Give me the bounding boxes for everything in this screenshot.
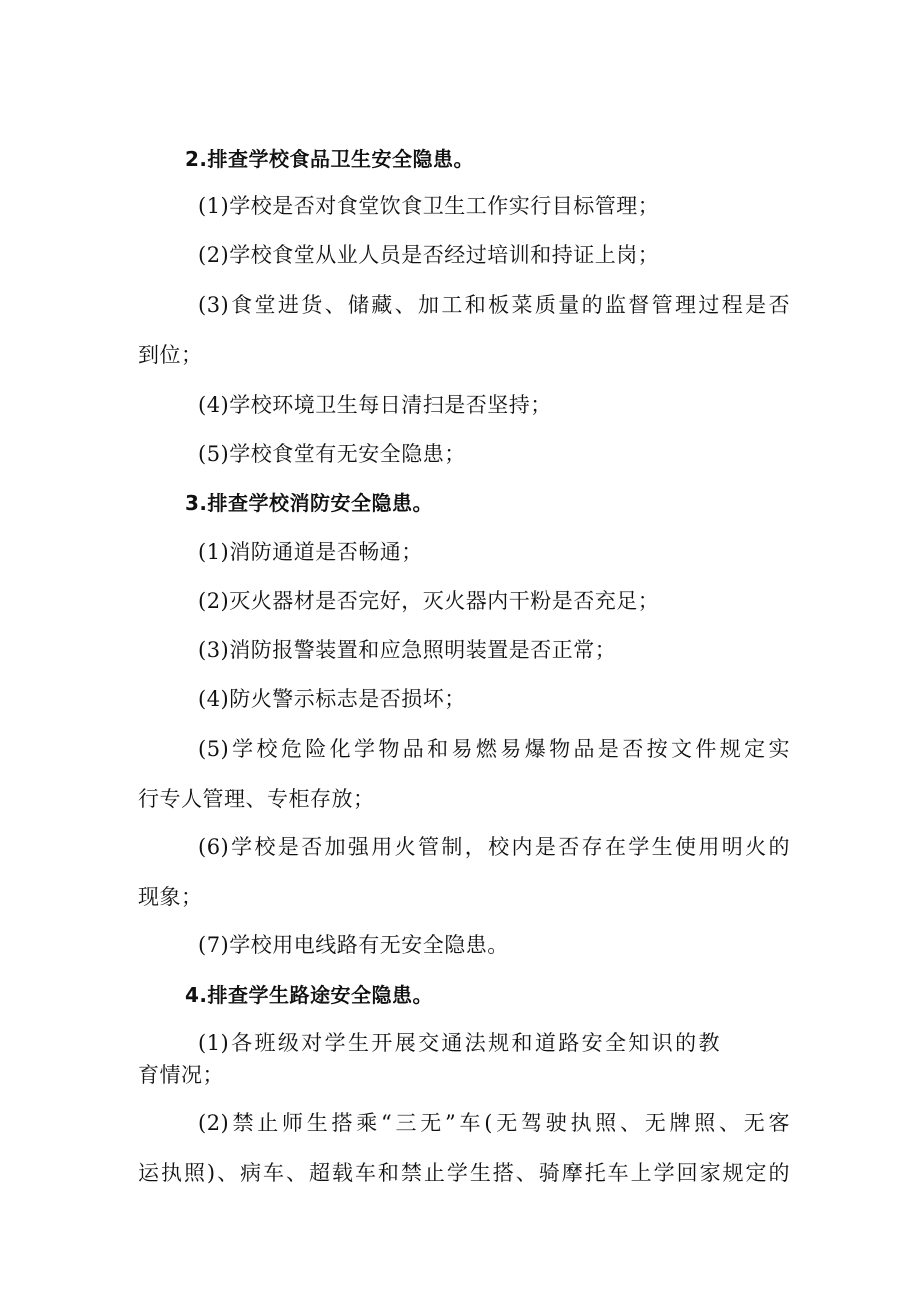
list-item: (2)学校食堂从业人员是否经过培训和持证上岗； <box>198 243 660 267</box>
list-item: (1)消防通道是否畅通； <box>198 540 423 564</box>
list-item-continuation: 到位； <box>138 343 203 367</box>
section-heading-food-safety: 2.排查学校食品卫生安全隐患。 <box>185 147 475 171</box>
list-item-continuation: 育情况； <box>138 1063 224 1087</box>
list-item: (4)学校环境卫生每日清扫是否坚持； <box>198 393 552 417</box>
list-item-continuation: 行专人管理、专柜存放； <box>138 787 375 811</box>
list-item: (6)学校是否加强用火管制，校内是否存在学生使用明火的 <box>198 835 790 859</box>
list-item-continuation: 运执照)、病车、超载车和禁止学生搭、骑摩托车上学回家规定的 <box>138 1161 790 1185</box>
list-item: (7)学校用电线路有无安全隐患。 <box>198 933 509 957</box>
list-item-continuation: 现象； <box>138 885 203 909</box>
section-heading-fire-safety: 3.排查学校消防安全隐患。 <box>185 491 434 515</box>
list-item: (2)灭火器材是否完好，灭火器内干粉是否充足； <box>198 589 660 613</box>
list-item: (5)学校危险化学物品和易燃易爆物品是否按文件规定实 <box>198 737 790 761</box>
list-item: (1)各班级对学生开展交通法规和道路安全知识的教 <box>198 1031 720 1055</box>
list-item: (4)防火警示标志是否损坏； <box>198 687 466 711</box>
list-item: (2)禁止师生搭乘“三无”车(无驾驶执照、无牌照、无客 <box>198 1111 790 1135</box>
section-heading-road-safety: 4.排查学生路途安全隐患。 <box>185 983 434 1007</box>
list-item: (1)学校是否对食堂饮食卫生工作实行目标管理； <box>198 194 660 218</box>
list-item: (3)食堂进货、储藏、加工和板菜质量的监督管理过程是否 <box>198 293 790 317</box>
list-item: (3)消防报警装置和应急照明装置是否正常； <box>198 638 617 662</box>
list-item: (5)学校食堂有无安全隐患； <box>198 442 466 466</box>
